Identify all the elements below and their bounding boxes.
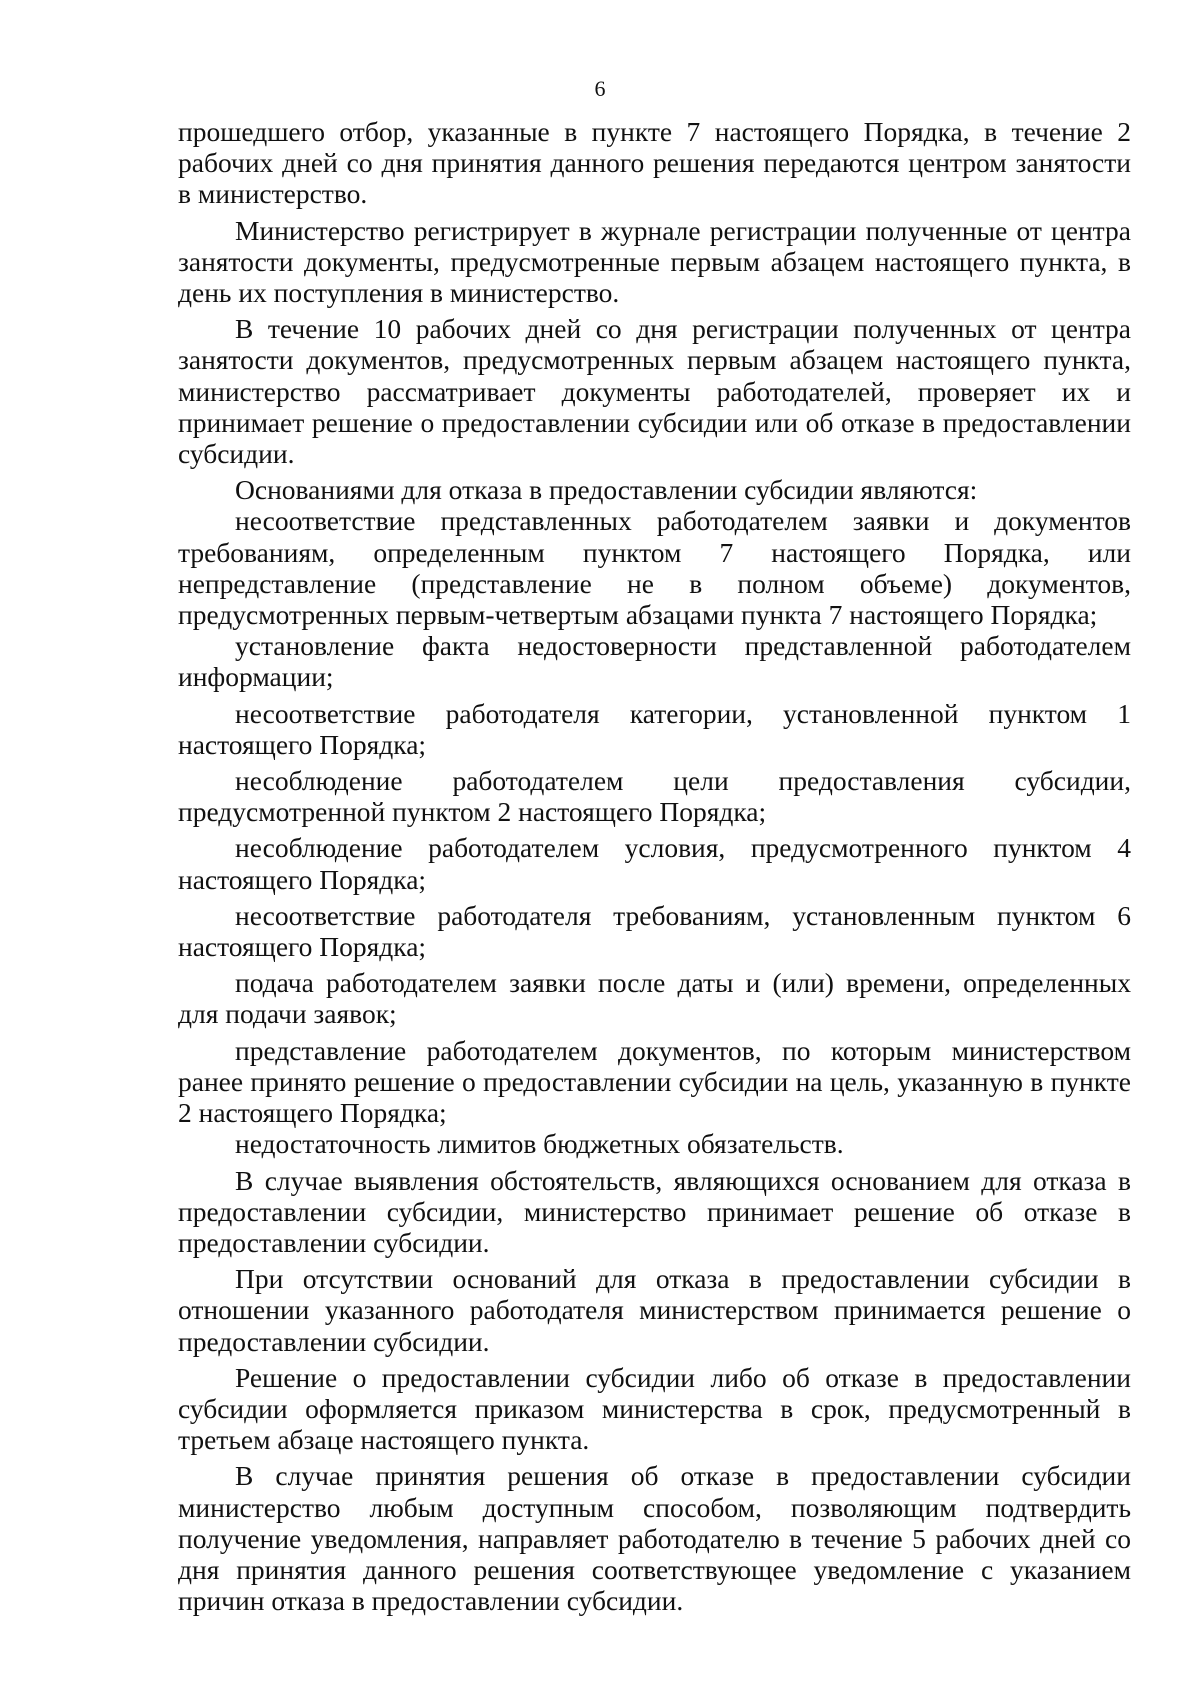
paragraph-refusal-decision: В случае выявления обстоятельств, являющихся основанием для отказа в предоставлении субсидии, министерство принимает решение об отказе в предоставлении субсидии.	[178, 1164, 1131, 1258]
list-item-unreliable-info: установление факта недостоверности представленной работодателем информации;	[178, 630, 1131, 693]
list-item-category-mismatch: несоответствие работодателя категории, установленной пунктом 1 настоящего Порядка;	[178, 697, 1131, 760]
paragraph-review-period: В течение 10 рабочих дней со дня регистрации полученных от центра занятости документов, предусмотренных первым абзацем настоящего пункта, министерство рассматривает документы работодателей, проверяет их и принимает решение о предоставлении субсидии или об отказе в предоставлении субсидии.	[178, 313, 1131, 470]
paragraph-continuation: прошедшего отбор, указанные в пункте 7 настоящего Порядка, в течение 2 рабочих дней со дня принятия данного решения передаются центром занятости в министерство.	[178, 116, 1131, 210]
paragraph-refusal-notification: В случае принятия решения об отказе в предоставлении субсидии министерство любым доступным способом, позволяющим подтвердить получение уведомления, направляет работодателю в течение 5 рабочих дней со дня принятия данного решения соответствующее уведомление с указанием причин отказа в предоставлении субсидии.	[178, 1460, 1131, 1617]
paragraph-grant-decision: При отсутствии оснований для отказа в предоставлении субсидии в отношении указанного работодателя министерством принимается решение о предоставлении субсидии.	[178, 1263, 1131, 1357]
list-item-insufficient-limits: недостаточность лимитов бюджетных обязательств.	[235, 1128, 844, 1160]
paragraph-registration: Министерство регистрирует в журнале регистрации полученные от центра занятости документы, предусмотренные первым абзацем настоящего пункта, в день их поступления в министерство.	[178, 214, 1131, 309]
list-item-requirements-mismatch: несоответствие работодателя требованиям, установленным пунктом 6 настоящего Порядка;	[178, 899, 1131, 963]
paragraph-order-formalization: Решение о предоставлении субсидии либо об отказе в предоставлении субсидии оформляется приказом министерства в срок, предусмотренный в третьем абзаце настоящего пункта.	[178, 1361, 1131, 1456]
list-item-duplicate-documents: представление работодателем документов, по которым министерством ранее принято решение о предоставлении субсидии на цель, указанную в пункте 2 настоящего Порядка;	[178, 1034, 1131, 1129]
list-item-document-mismatch: несоответствие представленных работодателем заявки и документов требованиям, определенным пунктом 7 настоящего Порядка, или непредставление (представление не в полном объеме) документов, предусмотренных первым-четвертым абзацами пункта 7 настоящего Порядка;	[178, 505, 1131, 631]
page-number: 6	[594, 76, 606, 101]
list-item-condition-violation: несоблюдение работодателем условия, предусмотренного пунктом 4 настоящего Порядка;	[178, 832, 1131, 895]
document-body	[178, 116, 1131, 1616]
list-item-late-application: подача работодателем заявки после даты и (или) времени, определенных для подачи заявок;	[178, 967, 1131, 1030]
paragraph-refusal-grounds-intro: Основаниями для отказа в предоставлении субсидии являются:	[235, 474, 978, 506]
list-item-purpose-violation: несоблюдение работодателем цели предоставления субсидии, предусмотренной пунктом 2 настоящего Порядка;	[178, 765, 1131, 828]
